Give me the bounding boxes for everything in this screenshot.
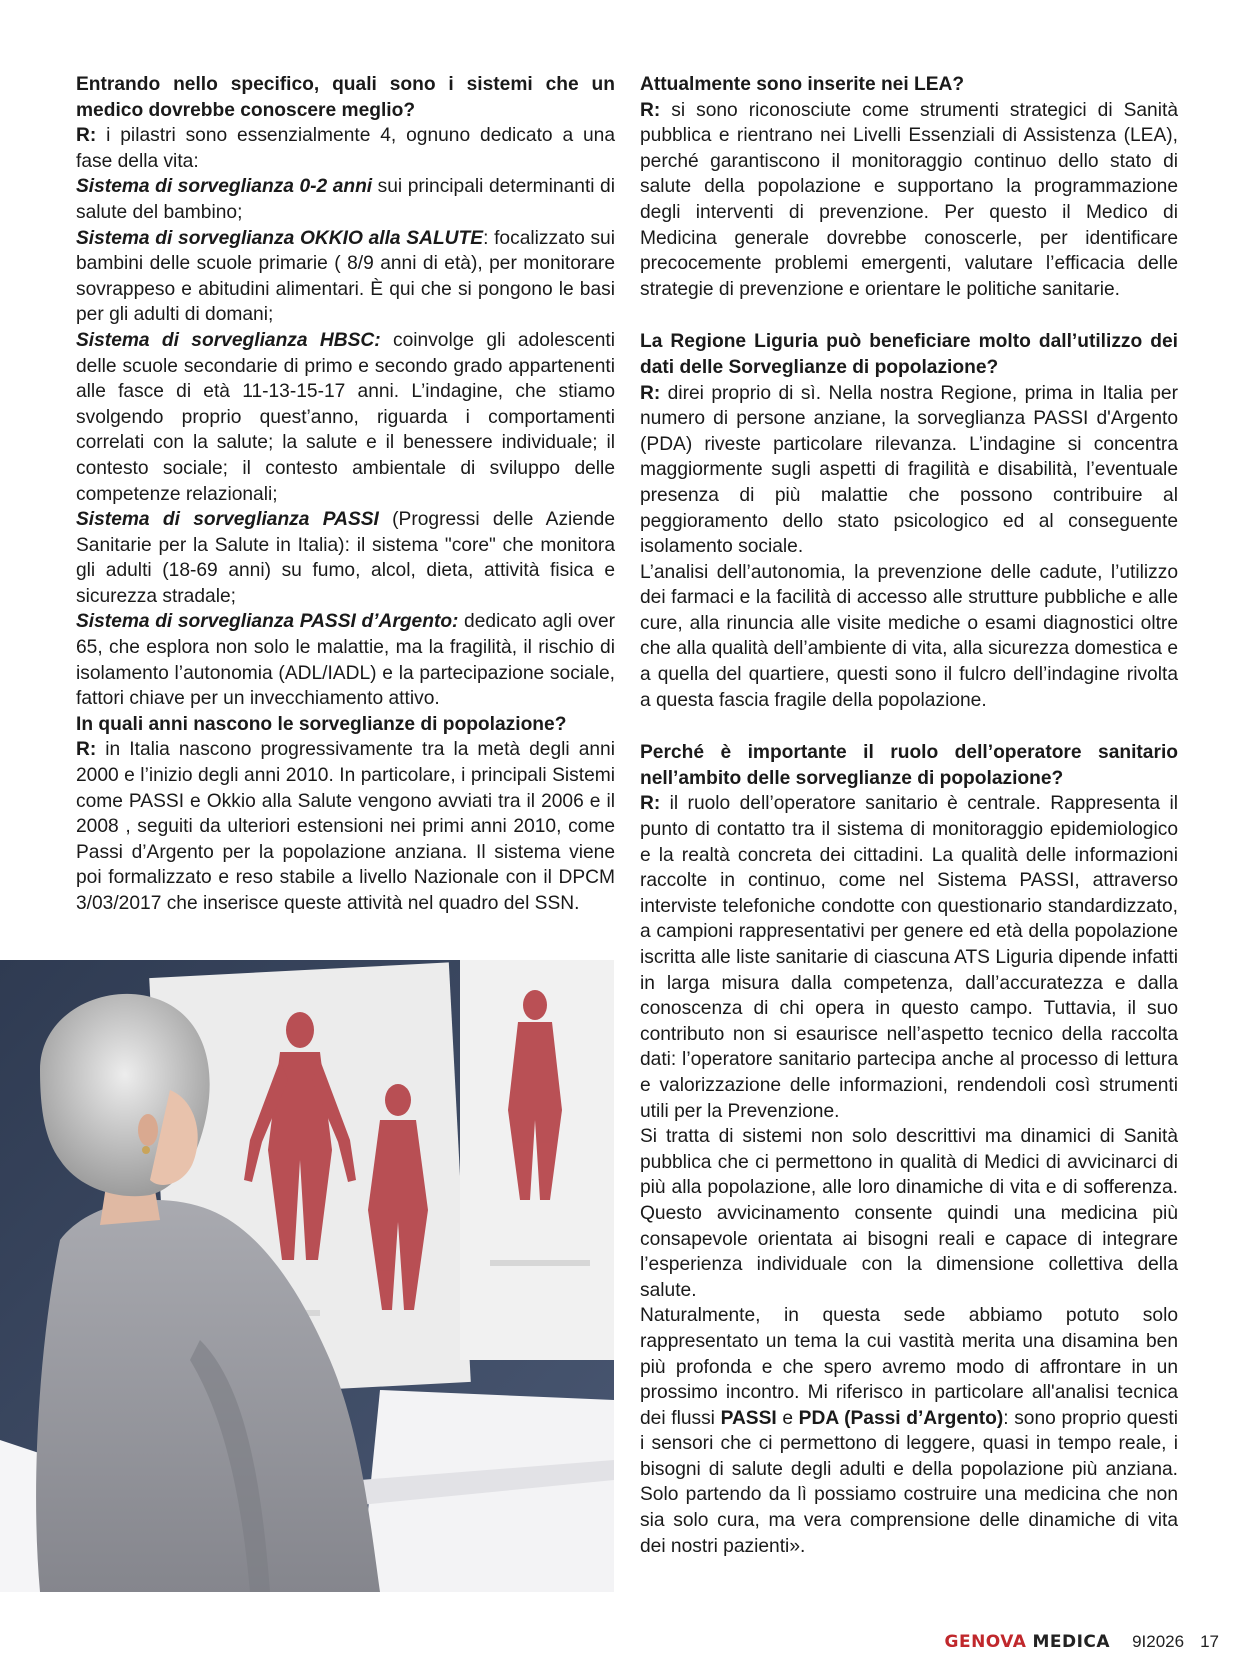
paragraph-text: : sono proprio questi i sensori che ci permettono di leggere, quasi in tempo reale, i bisogni di salute degli adulti e della popolazione più anziana. Solo partendo da lì possiamo costruire una medicina che non sia solo cura, ma vera comprensione delle dinamiche di vita dei nostri pazienti». <box>640 1407 1178 1557</box>
system-text: : focalizzato sui bambini delle scuole primarie ( 8/9 anni di età), per monitorare sovrappeso e abitudini alimentari. È qui che si pongono le basi per gli adulti di domani; <box>76 227 615 326</box>
right-column <box>640 72 1178 1559</box>
answer-paragraph <box>640 1303 1178 1559</box>
system-title: Sistema di sorveglianza PASSI d’Argento: <box>76 611 459 633</box>
system-item <box>76 609 615 711</box>
system-title: Sistema di sorveglianza PASSI <box>76 509 379 531</box>
question-systems: Entrando nello specifico, quali sono i sistemi che un medico dovrebbe conoscere meglio? <box>76 74 615 121</box>
brand-genova: GENOVA <box>944 1632 1027 1652</box>
answer-text: direi proprio di sì. Nella nostra Regione, prima in Italia per numero di persone anziane, la sorveglianza PASSI d'Argento (PDA) riveste particolare rilevanza. L’indagine si concentra maggiormente sugli aspetti di fragilità e disabilità, l’eventuale presenza di più malattie che possono contribuire al peggioramento dello stato psicologico ed al conseguente isolamento sociale. <box>640 382 1178 558</box>
system-text: dedicato agli over 65, che esplora non solo le malattie, ma la fragilità, il rischio di isolamento l’autonomia (ADL/IADL) e la partecipazione sociale, fattori chiave per un invecchiamento attivo. <box>76 611 615 710</box>
answer-label: R: <box>640 793 661 815</box>
paragraph-gap <box>640 302 1178 329</box>
paragraph-text: Naturalmente, in questa sede abbiamo potuto solo rappresentato un tema la cui vastità merita una disamina ben più profonda e che spero avremo modo di affrontare in un prossimo incontro. Mi riferisco in particolare all'analisi tecnica dei flussi <box>640 1305 1178 1429</box>
page-number: 17 <box>1200 1632 1219 1651</box>
question-operator: Perché è importante il ruolo dell’operatore sanitario nell’ambito delle sorveglianze di popolazione? <box>640 742 1178 789</box>
system-title: Sistema di sorveglianza 0-2 anni <box>76 176 373 198</box>
answer-systems <box>76 123 615 174</box>
answer-text: i pilastri sono essenzialmente 4, ognuno dedicato a una fase della vita: <box>76 125 615 172</box>
question-liguria: La Regione Liguria può beneficiare molto dall’utilizzo dei dati delle Sorveglianze di popolazione? <box>640 331 1178 378</box>
question-lea: Attualmente sono inserite nei LEA? <box>640 74 965 95</box>
system-text: coinvolge gli adolescenti delle scuole secondarie di primo e secondo grado appartenenti alle fasce di età 11-13-15-17 anni. L’indagine, che stiamo svolgendo proprio quest’anno, riguarda i comportamenti correlati con la salute; la salute e il benessere individuale; il contesto sociale; il contesto ambientale di sviluppo delle competenze relazionali; <box>76 329 615 505</box>
answer-liguria <box>640 381 1178 560</box>
system-item <box>76 507 615 609</box>
passi-term: PASSI <box>720 1407 777 1429</box>
answer-lea <box>640 98 1178 303</box>
answer-label: R: <box>76 125 97 147</box>
answer-label: R: <box>76 739 97 761</box>
question-years: In quali anni nascono le sorveglianze di popolazione? <box>76 713 567 735</box>
paragraph-text: e <box>776 1407 799 1429</box>
system-text: sui principali determinanti di salute del bambino; <box>76 176 615 223</box>
answer-operator <box>640 791 1178 1124</box>
left-column <box>76 72 615 917</box>
issue-number: 9I2026 <box>1132 1632 1185 1651</box>
answer-text: in Italia nascono progressivamente tra la metà degli anni 2000 e l’inizio degli anni 2010. In particolare, i principali Sistemi come PASSI e Okkio alla Salute vengono avviati tra il 2006 e il 2008 , seguiti da ulteriori estensioni nei primi anni 2010, come Passi d’Argento per la popolazione anziana. Il sistema viene poi formalizzato e reso stabile a livello Nazionale con il DPCM 3/03/2017 che inserisce queste attività nel quadro del SSN. <box>76 739 615 914</box>
paragraph-gap <box>640 713 1178 740</box>
answer-text: il ruolo dell’operatore sanitario è centrale. Rappresenta il punto di contatto tra il sistema di monitoraggio epidemiologico e la realtà concreta dei cittadini. La qualità delle informazioni raccolte in continuo, come nel Sistema PASSI, attraverso interviste telefoniche condotte con questionario standardizzato, a campioni rappresentativi per genere ed età della popolazione iscritta alle liste sanitarie di ciascuna ATS Liguria dipende infatti in larga misura dalla competenza, dall’accuratezza e dalla conoscenza di chi opera in questo campo. Tuttavia, il suo contributo non si esaurisce nell’aspetto tecnico della raccolta dati: l’operatore sanitario partecipa anche al processo di lettura e valorizzazione delle informazioni, rendendoli così strumenti utili per la Prevenzione. <box>640 793 1178 1122</box>
answer-years <box>76 737 615 916</box>
system-item <box>76 226 615 328</box>
brand-medica: MEDICA <box>1032 1632 1111 1652</box>
system-title: Sistema di sorveglianza OKKIO alla SALUTE <box>76 227 484 249</box>
answer-paragraph: L’analisi dell’autonomia, la prevenzione delle cadute, l’utilizzo dei farmaci e la facilità di accesso alle strutture pubbliche e alle cure, alla rinuncia alle visite mediche o esami diagnostici oltre che alla qualità dell’ambiente di vita, alla sicurezza domestica e a quella del quartiere, questi sono il fulcro dell’indagine rivolta a questa fascia fragile della popolazione. <box>640 561 1178 711</box>
answer-label: R: <box>640 382 661 404</box>
pda-term: PDA (Passi d’Argento) <box>798 1407 1004 1429</box>
answer-text: si sono riconosciute come strumenti strategici di Sanità pubblica e rientrano nei Livelli Essenziali di Assistenza (LEA), perché garantiscono il monitoraggio continuo dello stato di salute della popolazione e supportano la programmazione degli interventi di prevenzione. Per questo il Medico di Medicina generale dovrebbe conoscerle, per identificare precocemente problemi emergenti, valutare l’efficacia delle strategie di prevenzione e orientare le politiche sanitarie. <box>640 99 1178 300</box>
article-photo <box>0 960 614 1592</box>
answer-paragraph: Si tratta di sistemi non solo descrittivi ma dinamici di Sanità pubblica che ci permettono in qualità di Medici di avvicinarci di più alla popolazione, alle loro dinamiche di vita e di sofferenza. Questo avvicinamento consente quindi una medicina più consapevole orientata ai bisogni reali e capace di integrare l’esperienza individuale con la dimensione collettiva della salute. <box>640 1126 1178 1301</box>
elderly-woman-anatomy-poster-image <box>0 960 614 1592</box>
system-item <box>76 328 615 507</box>
answer-label: R: <box>640 99 661 121</box>
system-text: (Progressi delle Aziende Sanitarie per la Salute in Italia): il sistema "core" che monitora gli adulti (18-69 anni) su fumo, alcol, dieta, attività fisica e sicurezza stradale; <box>76 509 615 607</box>
system-title: Sistema di sorveglianza HBSC: <box>76 329 381 351</box>
page-footer <box>945 1630 1219 1653</box>
system-item <box>76 174 615 225</box>
